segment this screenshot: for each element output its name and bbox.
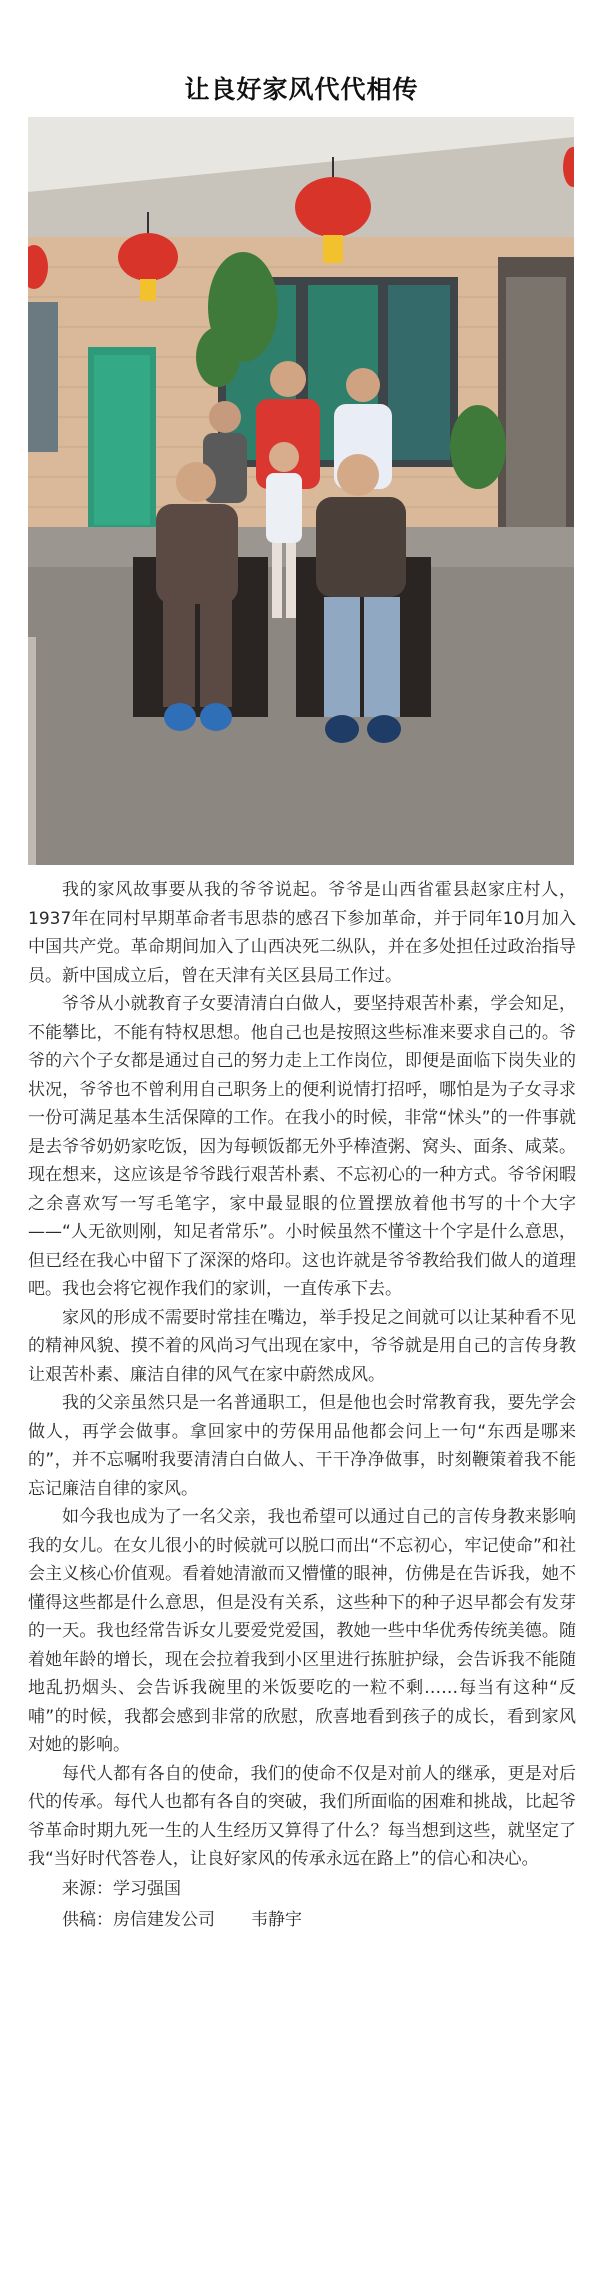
paragraph: 我的父亲虽然只是一名普通职工，但是他也会时常教育我，要先学会做人，再学会做事。拿回家中的劳保用品他都会问上一句“东西是哪来的”，并不忘嘱咐我要清清白白做人、干干净净做事，时刻鞭策着我不能忘记廉洁自律的家风。 (28, 1393, 576, 1499)
contributor-line (28, 1905, 576, 1936)
paragraph: 家风的形成不需要时常挂在嘴边，举手投足之间就可以让某种看不见的精神风貌、摸不着的风尚习气出现在家中，爷爷就是用自己的言传身教让艰苦朴素、廉洁自律的风气在家中蔚然成风。 (28, 1307, 576, 1385)
contributor-org: 供稿：房信建发公司 (62, 1909, 215, 1930)
paragraph: 爷爷从小就教育子女要清清白白做人，要坚持艰苦朴素，学会知足，不能攀比，不能有特权思想。他自己也是按照这些标准来要求自己的。爷爷的六个子女都是通过自己的努力走上工作岗位，即便是面临下岗失业的状况，爷爷也不曾利用自己职务上的便利说情打招呼，哪怕是为子女寻求一份可满足基本生活保障的工作。在我小的时候，非常“怵头”的一件事就是去爷爷奶奶家吃饭，因为每顿饭都无外乎棒渣粥、窝头、面条、咸菜。现在想来，这应该是爷爷践行艰苦朴素、不忘初心的一种方式。爷爷闲暇之余喜欢写一写毛笔字，家中最显眼的位置摆放着他书写的十个大字——“人无欲则刚，知足者常乐”。小时候虽然不懂这十个字是什么意思，但已经在我心中留下了深深的烙印。这也许就是爷爷教给我们做人的道理吧。我也会将它视作我们的家训，一直传承下去。 (28, 994, 576, 1299)
source-line (28, 1874, 576, 1905)
page-title: 让良好家风代代相传 (184, 75, 419, 104)
source-text: 来源：学习强国 (62, 1878, 181, 1899)
contributor-name: 韦静宇 (251, 1909, 302, 1930)
paragraph: 我的家风故事要从我的爷爷说起。爷爷是山西省霍县赵家庄村人，1937年在同村早期革命者韦思恭的感召下参加革命，并于同年10月加入中国共产党。革命期间加入了山西决死二纵队，并在多处担任过政治指导员。新中国成立后，曾在天津有关区县局工作过。 (28, 880, 576, 986)
article-body (28, 876, 576, 1936)
paragraph: 如今我也成为了一名父亲，我也希望可以通过自己的言传身教来影响我的女儿。在女儿很小的时候就可以脱口而出“不忘初心，牢记使命”和社会主义核心价值观。看着她清澈而又懵懂的眼神，仿佛是在告诉我，她不懂得这些都是什么意思，但是没有关系，这些种下的种子迟早都会有发芽的一天。我也经常告诉女儿要爱党爱国，教她一些中华优秀传统美德。随着她年龄的增长，现在会拉着我到小区里进行拣脏护绿，会告诉我不能随地乱扔烟头、会告诉我碗里的米饭要吃的一粒不剩……每当有这种“反哺”的时候，我都会感到非常的欣慰，欣喜地看到孩子的成长，看到家风对她的影响。 (28, 1507, 576, 1755)
family-photo (28, 117, 574, 865)
paragraph: 每代人都有各自的使命，我们的使命不仅是对前人的继承，更是对后代的传承。每代人也都有各自的突破，我们所面临的困难和挑战，比起爷爷革命时期九死一生的人生经历又算得了什么？每当想到这些，就坚定了我“当好时代答卷人，让良好家风的传承永远在路上”的信心和决心。 (28, 1763, 576, 1869)
